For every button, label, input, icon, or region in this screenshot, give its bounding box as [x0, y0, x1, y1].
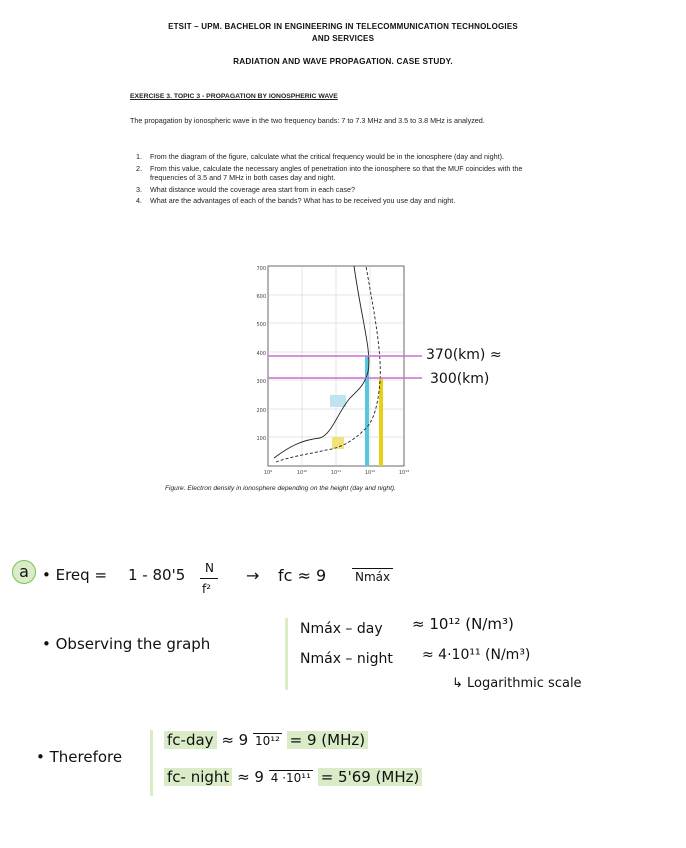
doc-header-line2: AND SERVICES	[311, 34, 375, 43]
fc-night-expr: ≈ 9	[237, 768, 264, 786]
equation-expression: 1 - 80'5	[128, 566, 186, 584]
y-tick-label: 100	[256, 436, 266, 442]
equation-denominator: f²	[202, 582, 212, 596]
cyan-marker-bar	[365, 356, 369, 466]
x-tick-label: 10¹²	[364, 470, 376, 476]
fc-formula: fc ≈ 9	[278, 566, 327, 585]
nmax-day-label: Nmáx – day	[300, 621, 383, 637]
figure-caption: Figure. Electron density in ionosphere depending on the height (day and night).	[165, 485, 396, 492]
y-tick-label: 600	[256, 294, 266, 300]
equation-numerator: N	[205, 561, 214, 575]
list-item-number: 4.	[136, 196, 142, 205]
therefore-text: • Therefore	[36, 748, 123, 766]
fc-radicand: Nmáx	[352, 568, 393, 584]
logarithmic-note: ↳ Logarithmic scale	[452, 676, 582, 691]
yellow-label-box	[332, 437, 344, 449]
therefore-brace	[150, 730, 153, 796]
annotation-370km: 370(km) ≈	[426, 347, 502, 363]
list-item-text: From this value, calculate the necessary angles of penetration into the ionosphere so that the MUF coincides with the frequencies of 3.5 and 7 MHz in both cases day and night.	[150, 163, 523, 182]
nmax-night-label: Nmáx – night	[300, 651, 393, 667]
part-a-marker	[12, 560, 36, 584]
electron-density-figure	[240, 262, 540, 480]
arrow-icon: →	[246, 566, 260, 585]
list-item	[130, 152, 526, 162]
y-tick-label: 700	[256, 266, 266, 272]
list-item	[130, 185, 526, 195]
exercise-heading: EXERCISE 3. TOPIC 3 - PROPAGATION BY IONOSPHERIC WAVE	[130, 93, 338, 100]
x-tick-label: 10¹¹	[330, 470, 342, 476]
fc-day-row	[164, 731, 368, 749]
list-item-text: What distance would the coverage area start from in each case?	[150, 184, 355, 194]
fc-night-row	[164, 768, 422, 786]
list-item-text: What are the advantages of each of the bands? What has to be received you use day and night.	[150, 196, 456, 205]
y-tick-label: 200	[256, 408, 266, 414]
observing-text: • Observing the graph	[42, 635, 211, 653]
fc-day-result: = 9 (MHz)	[287, 731, 368, 749]
yellow-marker-bar	[379, 378, 383, 466]
x-tick-label: 10¹⁰	[296, 470, 308, 476]
list-item-number: 1.	[136, 152, 142, 161]
fc-day-radicand: 10¹²	[254, 734, 280, 748]
list-item	[130, 196, 526, 206]
list-item	[130, 164, 526, 183]
list-item-number: 2.	[136, 163, 142, 173]
exercise-list	[130, 152, 526, 208]
y-tick-label: 300	[256, 379, 266, 385]
y-tick-label: 400	[256, 351, 266, 357]
x-tick-label: 10⁹	[263, 470, 273, 476]
nmax-day-value: ≈ 10¹² (N/m³)	[412, 615, 514, 633]
day-density-curve	[274, 266, 369, 458]
fc-day-label: fc-day	[164, 731, 217, 749]
cyan-label-box	[330, 395, 346, 407]
fc-night-result: = 5'69 (MHz)	[318, 768, 423, 786]
fc-night-label: fc- night	[164, 768, 232, 786]
nmax-night-value: ≈ 4·10¹¹ (N/m³)	[422, 647, 531, 663]
doc-title: RADIATION AND WAVE PROPAGATION. CASE STUDY.	[233, 57, 453, 66]
doc-header-line1: ETSIT – UPM. BACHELOR IN ENGINEERING IN TELECOMMUNICATION TECHNOLOGIES	[168, 22, 518, 31]
equation-label: • Ereq =	[42, 566, 108, 584]
x-tick-label: 10¹³	[398, 470, 410, 476]
plot-grid	[268, 266, 404, 466]
list-item-text: From the diagram of the figure, calculate what the critical frequency would be in the ionosphere (day and night).	[150, 152, 504, 161]
part-a-label: a	[19, 562, 29, 581]
exercise-intro: The propagation by ionospheric wave in the two frequency bands: 7 to 7.3 MHz and 3.5 to 3.8 MHz is analyzed.	[130, 116, 485, 125]
annotation-300km: 300(km)	[430, 371, 490, 387]
list-item-number: 3.	[136, 184, 142, 194]
y-tick-label: 500	[256, 322, 266, 328]
fc-night-radicand: 4 ·10¹¹	[270, 771, 311, 785]
fraction-bar	[200, 578, 218, 579]
fc-day-expr: ≈ 9	[221, 731, 249, 749]
observing-brace	[285, 618, 288, 690]
